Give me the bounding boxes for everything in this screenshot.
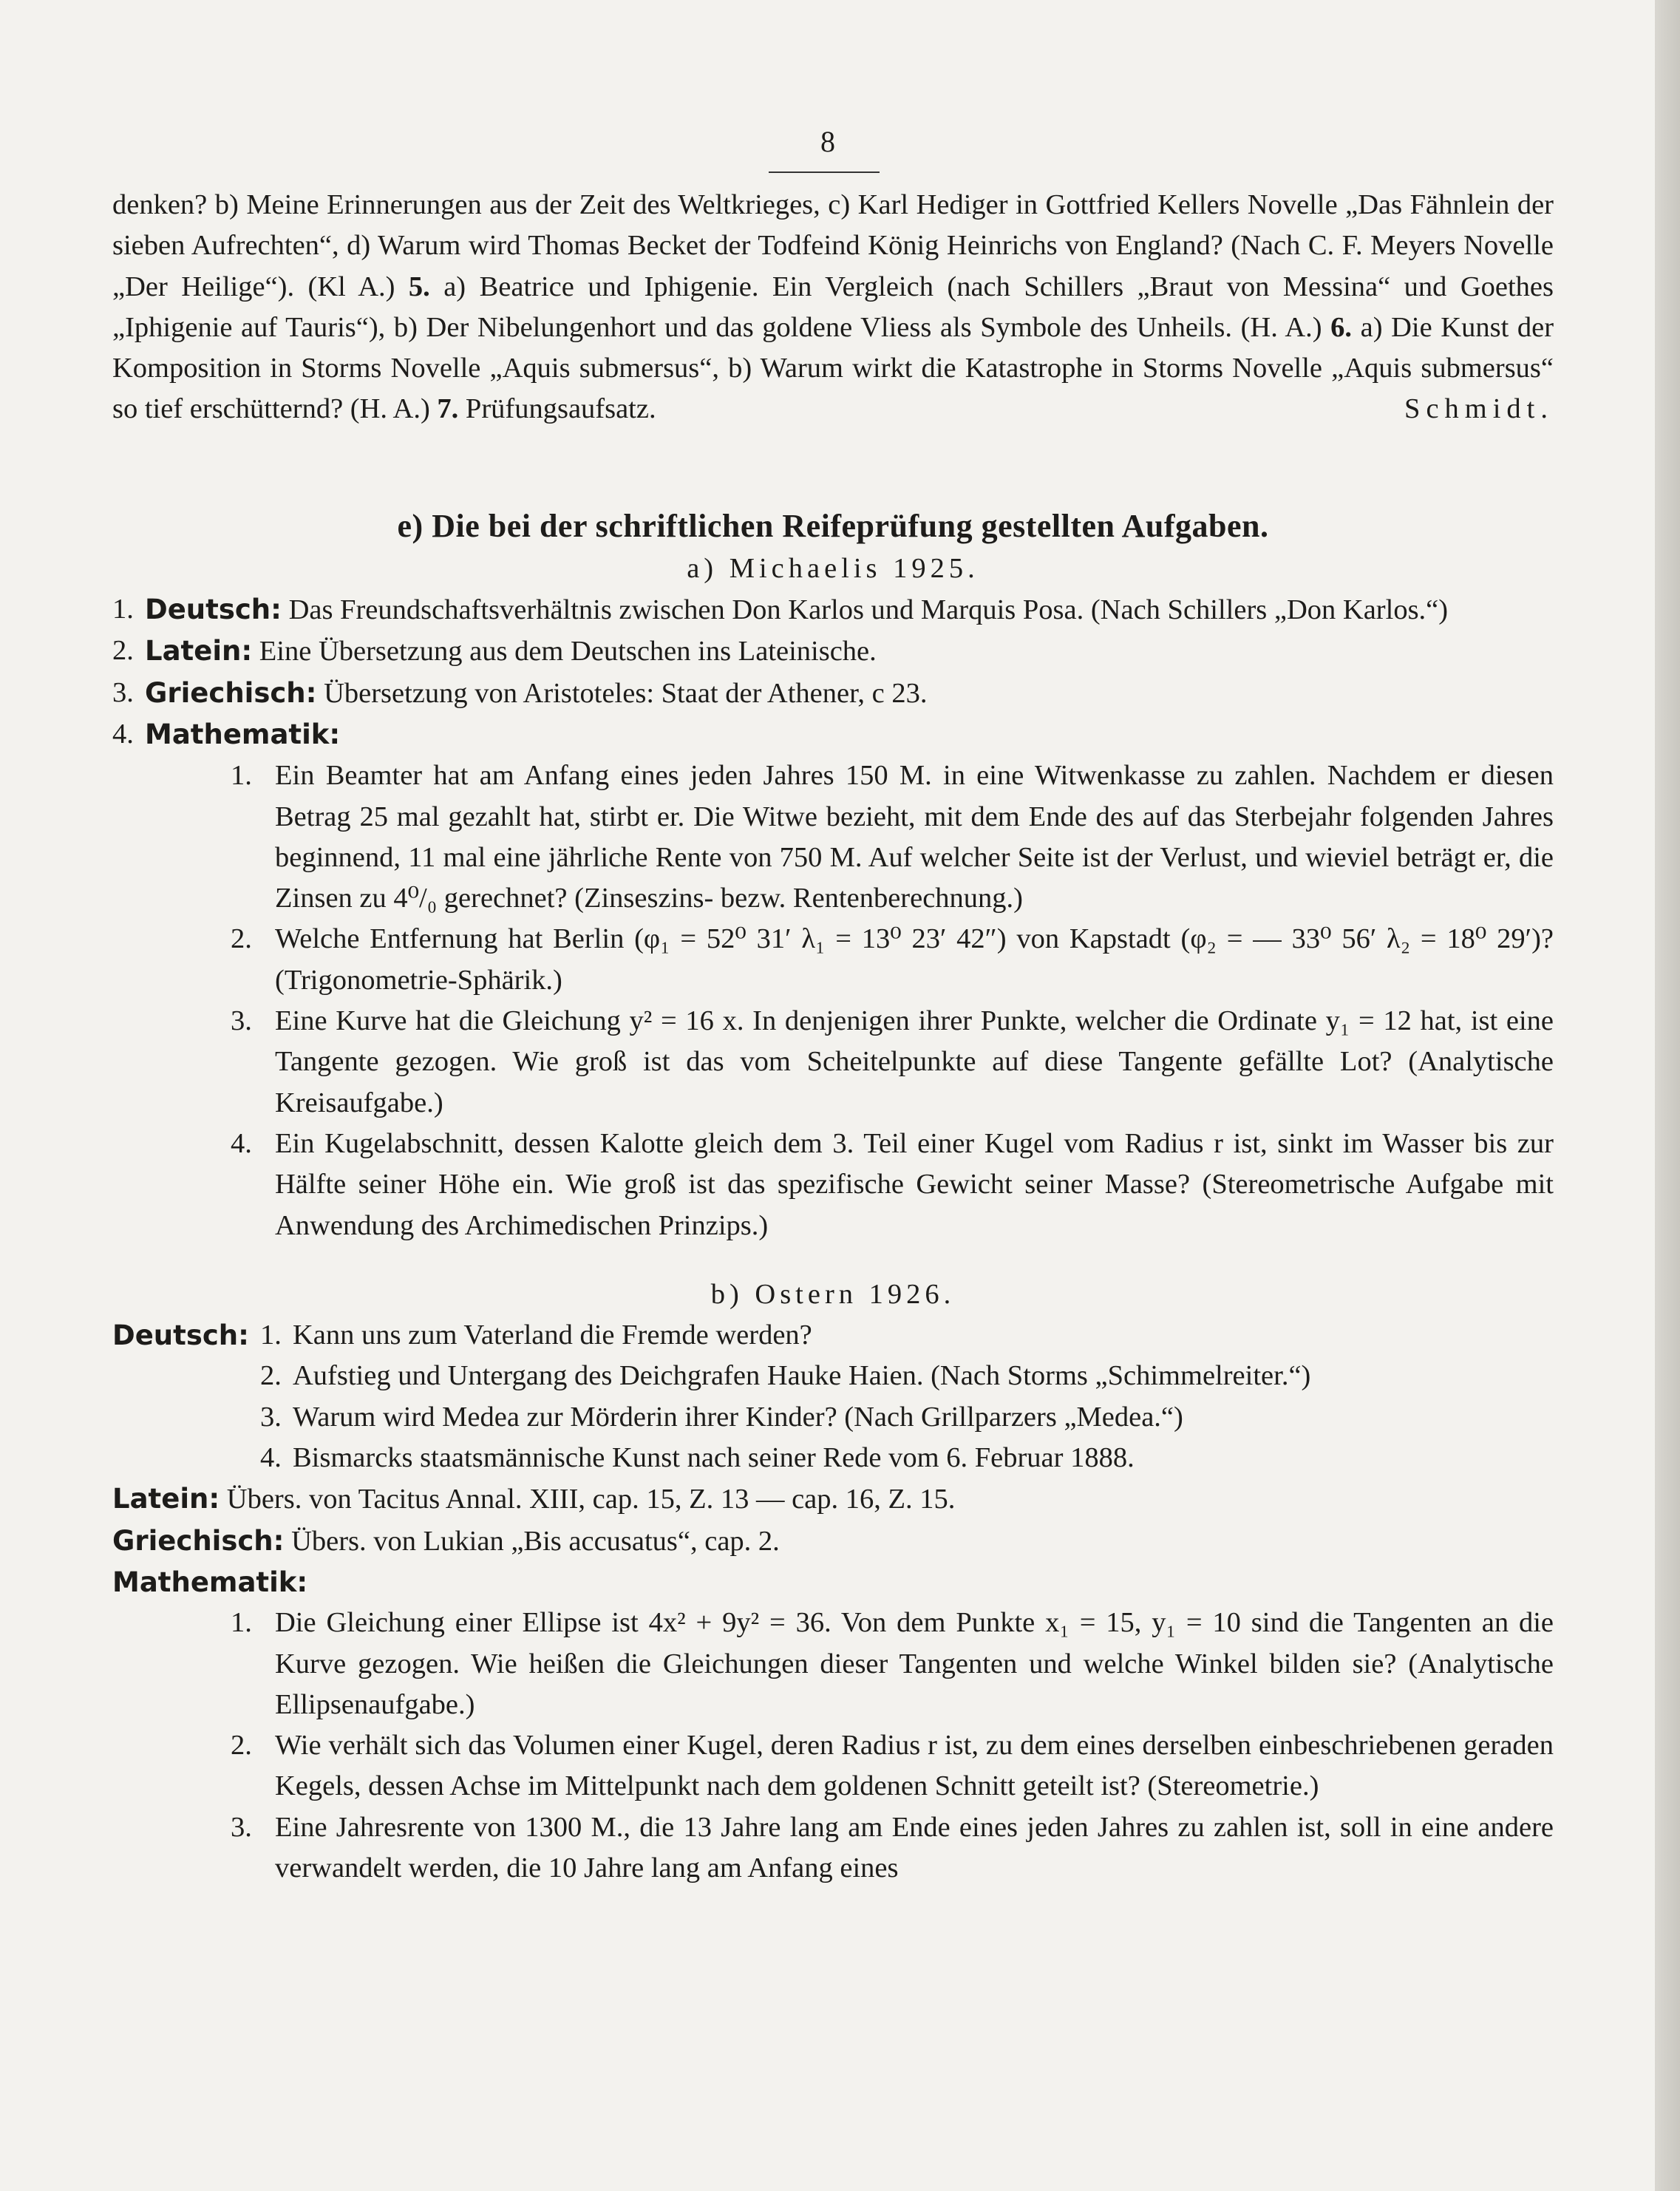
a-math-2-text: Welche Entfernung hat Berlin (φ₁ = 52⁰ 31′ λ₁ = 13⁰ 23′ 42″) von Kapstadt (φ₂ = — 33⁰ 56′ λ₂ = 18⁰ 29′)? (Trigonometrie-Sphärik.) (275, 923, 1554, 996)
b-math-3 (112, 1807, 1554, 1889)
b-math-2-number: 2. (231, 1730, 252, 1762)
a-item-3 (112, 673, 1554, 714)
a-item-1-number: 1. (112, 594, 134, 625)
section-b-heading: b) Ostern 1926. (710, 1278, 956, 1310)
a-item-2-body (145, 631, 1554, 672)
intro-item-5-text: a) Beatrice und Iphigenie. Ein Vergleich (nach Schillers „Braut von Messina“ und Goethes „Iphigenie auf Tauris“), b) Der Nibelungenhort und das goldene Vliess als Symbole des Unheils. (H. A.) (112, 271, 1554, 343)
a-math-2-number: 2. (231, 923, 252, 955)
page-edge (1655, 0, 1680, 2191)
b-mathematik-label: Mathematik: (112, 1566, 308, 1598)
a-item-1-body (145, 589, 1554, 631)
a-item-2-subject: Latein: (145, 635, 253, 668)
a-item-2 (112, 631, 1554, 672)
b-math-3-number: 3. (231, 1811, 252, 1843)
a-math-1-number: 1. (231, 760, 252, 792)
intro-item-7-text: Prüfungsaufsatz. (465, 393, 656, 425)
a-math-1 (112, 755, 1554, 919)
b-deutsch-2-text: Aufstieg und Untergang des Deichgrafen Hauke Haien. (Nach Storms „Schimmelreiter.“) (293, 1360, 1311, 1392)
intro-paragraph (112, 185, 1554, 430)
a-item-3-text: Übersetzung von Aristoteles: Staat der Athener, c 23. (324, 677, 928, 709)
b-math-2-text: Wie verhält sich das Volumen einer Kugel, deren Radius r ist, zu dem eines derselben einbeschriebenen geraden Kegels, dessen Achse im Mittelpunkt nach dem goldenen Schnitt geteilt ist? (Stereometrie.) (275, 1730, 1554, 1802)
a-item-1-subject: Deutsch: (145, 594, 282, 626)
a-item-3-body (145, 673, 1554, 714)
intro-item-7-number: 7. (437, 393, 459, 425)
a-math-4-text: Ein Kugelabschnitt, dessen Kalotte gleich dem 3. Teil einer Kugel vom Radius r ist, sinkt im Wasser bis zur Hälfte seiner Höhe ein. Wie groß ist das spezifische Gewicht seiner Masse? (Stereometrische Aufgabe mit Anwendung des Archimedischen Prinzips.) (275, 1127, 1554, 1241)
b-deutsch-1-text: Kann uns zum Vaterland die Fremde werden? (293, 1319, 812, 1351)
b-latein (112, 1478, 1554, 1520)
b-deutsch-label: Deutsch: (112, 1319, 249, 1352)
b-deutsch-1-number: 1. (260, 1319, 282, 1351)
b-math-3-text: Eine Jahresrente von 1300 M., die 13 Jahre lang am Ende eines jeden Jahres zu zahlen ist, soll in eine andere verwandelt werden, die 10 Jahre lang am Anfang eines (275, 1811, 1554, 1883)
b-math-1-text: Die Gleichung einer Ellipse ist 4x² + 9y² = 36. Von dem Punkte x₁ = 15, y₁ = 10 sind die Tangenten an die Kurve gezogen. Wie heißen die Gleichungen dieser Tangenten und welche Winkel bilden sie? (Analytische Ellipsenaufgabe.) (275, 1607, 1554, 1720)
b-math-2 (112, 1725, 1554, 1807)
a-item-2-text: Eine Übersetzung aus dem Deutschen ins Lateinische. (259, 636, 877, 668)
b-deutsch-4-number: 4. (260, 1442, 282, 1474)
spacer (112, 1246, 1554, 1274)
b-griechisch-body (112, 1521, 1554, 1562)
section-a-heading: a) Michaelis 1925. (687, 552, 979, 584)
b-latein-label: Latein: (112, 1483, 220, 1515)
section-title: e) Die bei der schriftlichen Reifeprüfung gestellten Aufgaben. (397, 507, 1269, 544)
b-griechisch-text: Übers. von Lukian „Bis accusatus“, cap. 2. (291, 1525, 780, 1557)
b-deutsch-4-text: Bismarcks staatsmännische Kunst nach seiner Rede vom 6. Februar 1888. (293, 1442, 1135, 1474)
page-number-rule (769, 171, 880, 173)
a-math-4 (112, 1124, 1554, 1246)
a-item-4-number: 4. (112, 718, 134, 750)
b-latein-text: Übers. von Tacitus Annal. XIII, cap. 15, Z. 13 — cap. 16, Z. 15. (226, 1484, 956, 1515)
a-item-4 (112, 714, 1554, 755)
a-math-3-number: 3. (231, 1005, 252, 1037)
intro-item-6-number: 6. (1330, 311, 1353, 343)
b-math-1-number: 1. (231, 1607, 252, 1639)
intro-text: denken? b) Meine Erinnerungen aus der Zeit des Weltkrieges, c) Karl Hediger in Gottfried Kellers Novelle „Das Fähnlein der sieben Aufrechten“, d) Warum wird Thomas Becket der Todfeind König Heinrichs von England? (Nach C. F. Meyers Novelle „Der Heilige“). (Kl A.) (112, 189, 1554, 302)
a-item-2-number: 2. (112, 635, 134, 667)
a-math-1-text: Ein Beamter hat am Anfang eines jeden Jahres 150 M. in eine Witwenkasse zu zahlen. Nachdem er diesen Betrag 25 mal gezahlt hat, stirbt er. Die Witwe bezieht, mit dem Ende des auf das Sterbejahr folgenden Jahres beginnend, 11 mal eine jährliche Rente von 750 M. Auf welcher Seite ist der Verlust, und wieviel beträgt er, die Zinsen zu 4⁰/₀ gerechnet? (Zinseszins- bezw. Rentenberechnung.) (275, 760, 1554, 914)
a-math-2 (112, 919, 1554, 1001)
b-latein-body (112, 1478, 1554, 1520)
a-math-3 (112, 1001, 1554, 1124)
b-math-1 (112, 1603, 1554, 1725)
intro-item-5-number: 5. (408, 271, 430, 302)
b-deutsch-3 (112, 1397, 1554, 1438)
a-math-3-text: Eine Kurve hat die Gleichung y² = 16 x. In denjenigen ihrer Punkte, welcher die Ordinate y₁ = 12 hat, ist eine Tangente gezogen. Wie groß ist das vom Scheitelpunkte auf diese Tangente gefällte Lot? (Analytische Kreisaufgabe.) (275, 1005, 1554, 1118)
b-deutsch-2 (112, 1356, 1554, 1396)
b-mathematik (112, 1562, 1554, 1603)
b-deutsch-3-number: 3. (260, 1401, 282, 1433)
a-math-4-number: 4. (231, 1127, 252, 1159)
page-number: 8 (820, 125, 835, 158)
a-item-3-subject: Griechisch: (145, 676, 317, 709)
page-content (112, 185, 1554, 1889)
intro-author: Schmidt. (1404, 393, 1554, 425)
a-item-4-subject: Mathematik: (145, 718, 341, 750)
a-item-1 (112, 589, 1554, 631)
a-item-3-number: 3. (112, 676, 134, 708)
b-deutsch-1 (112, 1315, 1554, 1356)
a-item-1-text: Das Freundschaftsverhältnis zwischen Don Karlos und Marquis Posa. (Nach Schillers „Don Karlos.“) (288, 594, 1449, 626)
b-griechisch (112, 1521, 1554, 1562)
b-griechisch-label: Griechisch: (112, 1524, 285, 1557)
b-deutsch-4 (112, 1438, 1554, 1478)
b-deutsch-3-text: Warum wird Medea zur Mörderin ihrer Kinder? (Nach Grillparzers „Medea.“) (293, 1401, 1183, 1433)
a-item-4-body (145, 714, 1554, 755)
intro-item-6-text: a) Die Kunst der Komposition in Storms Novelle „Aquis submersus“, b) Warum wirkt die Katastrophe in Storms Novelle „Aquis submersus“ so tief erschütternd? (H. A.) (112, 311, 1554, 425)
b-deutsch-2-number: 2. (260, 1360, 282, 1392)
